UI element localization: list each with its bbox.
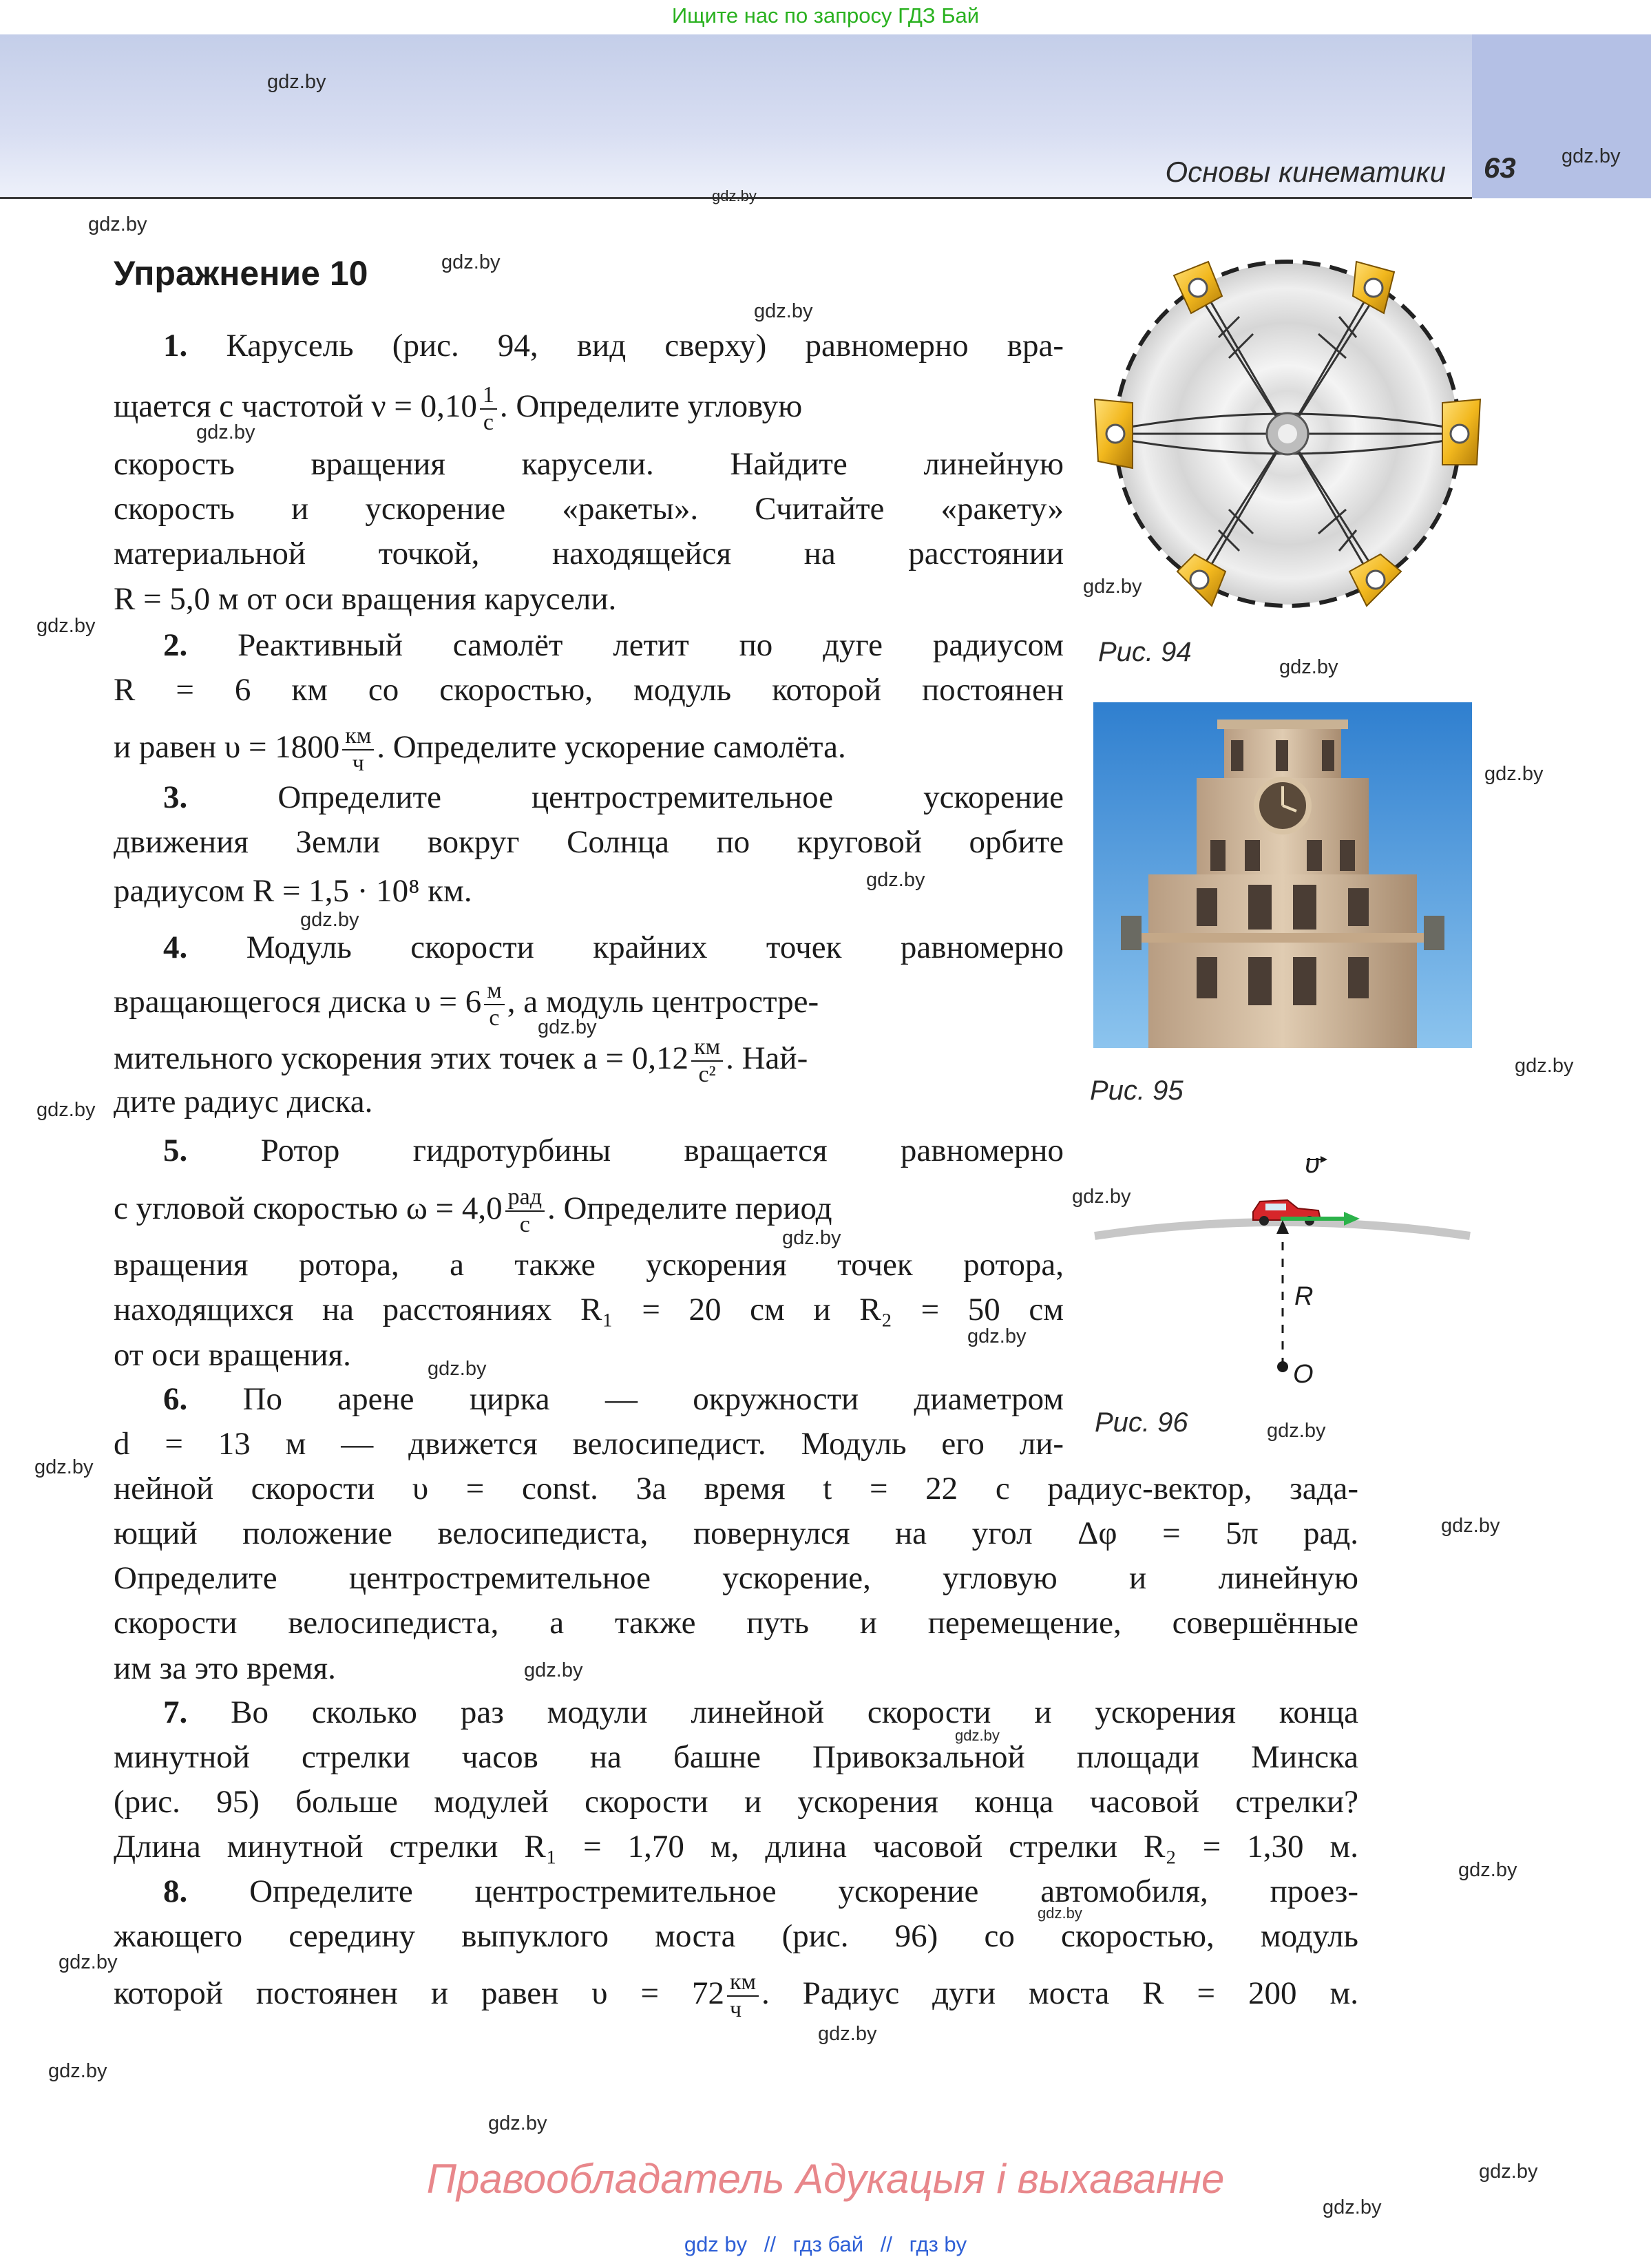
problem-number: 2. (163, 627, 188, 663)
watermark: gdz.by (1484, 763, 1544, 785)
problem-text: с угловой скоростью ω = 4,0 (114, 1190, 503, 1226)
figure-94-caption: Рис. 94 (1098, 637, 1192, 667)
problem-text: . Най- (726, 1040, 808, 1076)
problem-line: радиусом R = 1,5 · 10⁸ км. (114, 873, 472, 909)
watermark: gdz.by (428, 1358, 487, 1380)
problem-line: R = 6 км со скоростью, модуль которой постоянен (114, 672, 1064, 708)
watermark: gdz.by (36, 615, 96, 637)
watermark: gdz.by (441, 251, 501, 273)
watermark: gdz.by (48, 2060, 107, 2082)
watermark: gdz.by (967, 1325, 1027, 1347)
problem-line (114, 324, 1064, 368)
watermark: gdz.by (818, 2023, 877, 2045)
watermark: gdz.by (782, 1227, 841, 1249)
problem-line (114, 1377, 1064, 1422)
watermark: gdz.by (34, 1456, 94, 1478)
problem-text: . Радиус дуги моста R = 200 м. (761, 1975, 1358, 2011)
radius-label: R (1294, 1282, 1314, 1311)
page-number: 63 (1484, 151, 1516, 184)
problem-text: Карусель (рис. 94, вид сверху) равномерно вра- (226, 328, 1064, 364)
problem-line (114, 723, 846, 777)
watermark: gdz.by (88, 213, 147, 235)
problem-line: скорость вращения карусели. Найдите линейную (114, 446, 1064, 482)
statue (1424, 916, 1444, 950)
problem-line (114, 1969, 1358, 2023)
watermark: gdz.by (488, 2112, 547, 2134)
fraction: $\frac{км}{\text{с²}}$ (691, 1034, 723, 1088)
center-label: O (1293, 1360, 1314, 1389)
watermark: gdz.by (300, 909, 359, 931)
watermark: gdz.by (1072, 1186, 1131, 1208)
problem-line (114, 775, 1064, 820)
problem-text: . Определите ускорение самолёта. (377, 728, 846, 765)
watermark: gdz.by (955, 1727, 1000, 1744)
problem-text: По арене цирка — окружности диаметром (242, 1381, 1064, 1417)
problem-text: щается с частотой ν = 0,10 (114, 388, 477, 424)
footer-links (0, 2232, 1651, 2257)
center-point (1277, 1361, 1288, 1372)
watermark: gdz.by (1441, 1515, 1500, 1537)
fraction: $\frac{км}{ч}$ (727, 1969, 759, 2023)
problem-text: Модуль скорости крайних точек равномерно (246, 930, 1064, 965)
footer-separator: // (764, 2232, 777, 2256)
problem-line: им за это время. (114, 1650, 336, 1686)
problem-text: Во сколько раз модули линейной скорости и ускорения конца (231, 1694, 1359, 1730)
problem-text: которой постоянен и равен υ = 72 (114, 1975, 724, 2011)
problem-line (114, 1184, 832, 1238)
problem-line: дите радиус диска. (114, 1084, 373, 1120)
watermark: gdz.by (1279, 656, 1338, 678)
problem-line: нейной скорости υ = const. За время t = 22 с радиус-вектор, зада- (114, 1471, 1358, 1506)
section-title: Основы кинематики (1165, 156, 1446, 188)
watermark: gdz.by (712, 187, 757, 204)
problem-number: 1. (163, 328, 188, 364)
problem-line (114, 1128, 1064, 1173)
rocket-icon (1095, 399, 1133, 468)
problem-line (114, 382, 1064, 436)
copyright-notice: Правообладатель Адукацыя і выхаванне (426, 2156, 1225, 2202)
problem-line (114, 1869, 1358, 1914)
problem-line: минутной стрелки часов на башне Привокзальной площади Минска (114, 1739, 1358, 1775)
problem-line: R = 5,0 м от оси вращения карусели. (114, 581, 617, 617)
bridge-diagram (1088, 1143, 1480, 1391)
footer-link-gdz-by[interactable]: gdz by (684, 2232, 748, 2256)
velocity-label: υ (1305, 1148, 1320, 1179)
problem-line: (рис. 95) больше модулей скорости и ускорения конца часовой стрелки? (114, 1784, 1358, 1820)
problem-number: 8. (163, 1873, 188, 1909)
fraction: $\frac{м}{с}$ (484, 978, 505, 1031)
footer-link-gdz-bai[interactable]: гдз бай (792, 2232, 864, 2256)
problem-line: Длина минутной стрелки R₁ = 1,70 м, длина часовой стрелки R₂ = 1,30 м. (114, 1829, 1358, 1865)
problem-text: . Определите период (547, 1190, 832, 1226)
watermark: gdz.by (524, 1659, 583, 1681)
watermark: gdz.by (538, 1016, 597, 1038)
rocket-icon (1442, 399, 1480, 465)
fraction: $\frac{1}{с}$ (480, 382, 497, 436)
problem-line: вращения ротора, а также ускорения точек ротора, (114, 1247, 1064, 1283)
watermark: gdz.by (196, 421, 255, 443)
problem-number: 5. (163, 1133, 188, 1168)
watermark: gdz.by (1561, 145, 1621, 167)
watermark: gdz.by (1323, 2196, 1382, 2218)
fraction: $\frac{\text{рад}}{с}$ (505, 1184, 545, 1238)
problem-line (114, 978, 819, 1031)
problem-text: и равен υ = 1800 (114, 728, 340, 765)
figure-96-caption: Рис. 96 (1095, 1407, 1188, 1438)
problem-text: Реактивный самолёт летит по дуге радиусом (238, 627, 1064, 663)
problem-number: 6. (163, 1381, 188, 1417)
problem-line: скорости велосипедиста, а также путь и перемещение, совершённые (114, 1605, 1358, 1641)
exercise-title: Упражнение 10 (114, 254, 368, 293)
problem-line (114, 925, 1064, 970)
problem-text: . Определите угловую (499, 388, 803, 424)
problem-line: от оси вращения. (114, 1337, 351, 1373)
problem-number: 4. (163, 930, 188, 965)
problem-line: скорость и ускорение «ракеты». Считайте «ракету» (114, 491, 1064, 527)
problem-text: вращающегося диска υ = 6 (114, 983, 482, 1020)
problem-line (114, 1034, 808, 1088)
problem-line: движения Земли вокруг Солнца по круговой орбите (114, 824, 1064, 860)
problem-text: , а модуль центростре- (507, 983, 819, 1020)
watermark: gdz.by (1458, 1859, 1517, 1881)
carousel-figure (1081, 248, 1494, 620)
problem-line: находящихся на расстояниях R₁ = 20 см и R₂ = 50 см (114, 1292, 1064, 1327)
problem-line: жающего середину выпуклого моста (рис. 96) со скоростью, модуль (114, 1918, 1358, 1954)
problem-number: 3. (163, 779, 188, 815)
problem-line: материальной точкой, находящейся на расстоянии (114, 536, 1064, 571)
watermark: gdz.by (1515, 1055, 1574, 1077)
figure-95-caption: Рис. 95 (1090, 1075, 1184, 1106)
watermark: gdz.by (1038, 1904, 1082, 1922)
watermark: gdz.by (754, 300, 813, 322)
search-hint-banner[interactable]: Ищите нас по запросу ГДЗ Бай (671, 3, 980, 28)
footer-separator: // (880, 2232, 892, 2256)
tower-base (1148, 874, 1417, 1048)
problem-text: Ротор гидротурбины вращается равномерно (260, 1133, 1064, 1168)
problem-text: Определите центростремительное ускорение автомобиля, проез- (249, 1873, 1359, 1909)
watermark: gdz.by (267, 71, 326, 93)
fraction: $\frac{км}{ч}$ (342, 723, 374, 777)
watermark: gdz.by (59, 1951, 118, 1973)
problem-text: Определите центростремительное ускорение (277, 779, 1064, 815)
statue (1121, 916, 1142, 950)
watermark: gdz.by (1267, 1420, 1326, 1442)
problem-number: 7. (163, 1694, 188, 1730)
watermark: gdz.by (1083, 576, 1142, 598)
watermark: gdz.by (866, 869, 925, 891)
problem-line: Определите центростремительное ускорение, угловую и линейную (114, 1560, 1358, 1596)
problem-line (114, 623, 1064, 668)
station-tower-photo (1093, 702, 1472, 1048)
problem-line (114, 1690, 1358, 1735)
footer-link-gdz-by-ru[interactable]: гдз by (909, 2232, 967, 2256)
problem-line: ющий положение велосипедиста, повернулся на угол Δφ = 5π рад. (114, 1515, 1358, 1551)
problem-text: мительного ускорения этих точек a = 0,12 (114, 1040, 689, 1076)
problem-line: d = 13 м — движется велосипедист. Модуль его ли- (114, 1426, 1064, 1462)
watermark: gdz.by (1479, 2161, 1538, 2183)
watermark: gdz.by (36, 1099, 96, 1121)
